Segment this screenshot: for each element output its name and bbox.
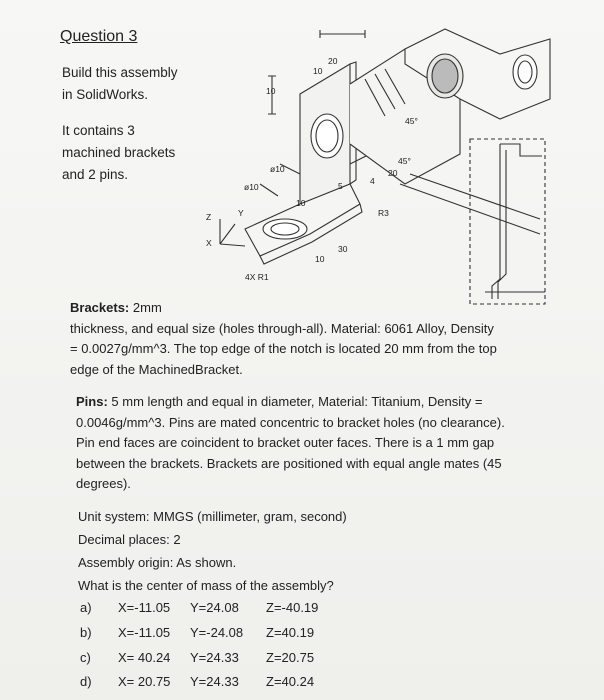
option-y: Y=24.08: [190, 600, 239, 615]
pins-line-3: Pin end faces are coincident to bracket outer faces. There is a 1 mm gap: [76, 435, 495, 450]
pins-line-2: 0.0046g/mm^3. Pins are mated concentric to bracket holes (no clearance).: [76, 414, 505, 430]
dim-20: 20: [328, 56, 338, 66]
option-y: Y=24.33: [190, 650, 239, 665]
dim-10-mid: 10: [296, 198, 306, 208]
intro-line-5: and 2 pins.: [62, 167, 129, 182]
option-z: Z=20.75: [266, 650, 315, 665]
option-y: Y=-24.08: [190, 625, 244, 640]
dim-10-bottom: 10: [315, 254, 325, 264]
option-letter: b): [80, 625, 92, 640]
dim-20-right: 20: [388, 168, 398, 178]
side-view-profile: [492, 144, 542, 299]
brackets-line-3: = 0.0027g/mm^3. The top edge of the notch is located 20 mm from the top: [70, 341, 497, 356]
brackets-label: Brackets:: [70, 300, 130, 315]
pins-line-1: [76, 392, 546, 413]
dim-10-top: 10: [313, 66, 323, 76]
pins-line-1-tail: 5 mm length and equal in diameter, Material: Titanium, Density =: [111, 394, 483, 409]
pins-paragraph: [76, 392, 546, 495]
dim-45-a: 45°: [405, 116, 418, 126]
option-y: Y=24.33: [190, 674, 239, 689]
question-text: What is the center of mass of the assembly?: [78, 578, 334, 593]
dim-phi10-a: ø10: [270, 164, 285, 174]
dim-r3: R3: [378, 208, 389, 218]
brackets-line-2: thickness, and equal size (holes through-all). Material: 6061 Alloy, Density: [70, 320, 494, 336]
option-z: Z=40.24: [266, 674, 315, 689]
option-x: X= 40.24: [118, 650, 171, 665]
brackets-paragraph: [70, 298, 540, 380]
bracket-assembly-drawing: [200, 24, 552, 306]
assembly-origin: Assembly origin: As shown.: [78, 555, 237, 570]
option-z: Z=-40.19: [266, 600, 319, 615]
option-x: X=-11.05: [118, 625, 171, 640]
option-letter: d): [80, 674, 92, 689]
option-letter: c): [80, 650, 91, 665]
brackets-line-1: [70, 298, 540, 319]
dim-4x-r1: 4X R1: [245, 272, 269, 282]
option-x: X= 20.75: [118, 674, 171, 689]
settings-block: [78, 505, 548, 597]
brackets-line-1-tail: 2mm: [132, 300, 162, 315]
option-z: Z=40.19: [266, 625, 315, 640]
dim-phi10-b: ø10: [244, 182, 259, 192]
pins-line-4: between the brackets. Brackets are positioned with equal angle mates (45: [76, 455, 502, 471]
dim-10-left: 10: [266, 86, 276, 96]
intro-line-2: in SolidWorks.: [62, 87, 149, 102]
dim-5: 5: [338, 181, 343, 191]
axis-z-label: Z: [206, 212, 212, 222]
option-letter: a): [80, 600, 92, 615]
dim-30: 30: [338, 244, 348, 254]
axis-y-label: Y: [238, 208, 244, 218]
dim-45-b: 45°: [398, 156, 411, 166]
dim-4: 4: [370, 176, 375, 186]
pins-label: Pins:: [76, 394, 108, 409]
unit-system: Unit system: MMGS (millimeter, gram, second): [78, 509, 347, 524]
intro-line-3: It contains 3: [62, 123, 135, 138]
question-title: Question 3: [60, 28, 138, 45]
brackets-line-4: edge of the MachinedBracket.: [70, 361, 243, 377]
right-bracket-hole-right: [513, 55, 537, 89]
decimal-places: Decimal places: 2: [78, 532, 181, 547]
intro-line-1: Build this assembly: [62, 65, 178, 80]
axis-x-label: X: [206, 238, 212, 248]
pins-line-5: degrees).: [76, 476, 131, 491]
intro-line-4: machined brackets: [62, 145, 176, 160]
base-flange-hole: [263, 219, 307, 239]
option-x: X=-11.05: [118, 600, 171, 615]
